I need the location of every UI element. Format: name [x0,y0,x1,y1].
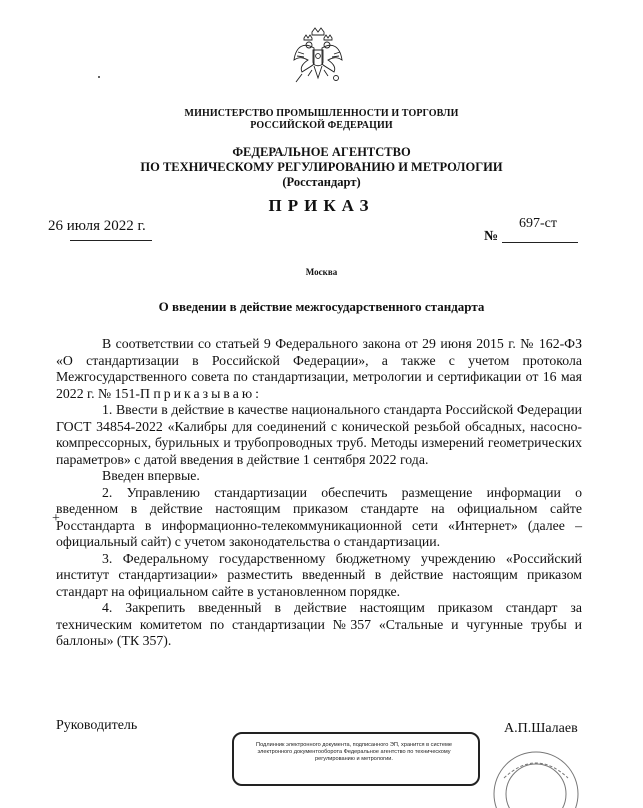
order-body [56,336,582,650]
order-subject: О введении в действие межгосударственного стандарта [158,299,485,314]
signer-title: Руководитель [56,718,138,733]
paragraph-item4: 4. Закрепить введенный в действие настоящим приказом стандарт за техническим комитетом по стандартизации №357 «Стальные и чугунные трубы и баллоны» (ТК 357). [56,600,582,648]
coat-of-arms-icon [290,26,346,88]
paragraph-item1: 1. Ввести в действие в качестве национального стандарта Российской Федерации ГОСТ 34854-2022 «Калибры для соединений с конической резьбой обсадных, насосно-компрессорных, бурильных и трубопроводных труб. Методы измерений геометрических параметров» с датой введения в действие 1 сентября 2022 года. [56,402,582,467]
date-underline [70,240,152,241]
paragraph-intro [56,336,582,402]
scan-speck [98,76,100,78]
signer-name: А.П.Шалаев [504,721,578,736]
order-number: 697-ст [519,216,557,231]
number-sign: № [484,229,499,244]
paragraph-item1-note: Введен впервые. [102,468,200,483]
paragraph-item2: 2. Управлению стандартизации обеспечить размещение информации о введенном в действие настоящим приказом стандарте на официальном сайте Росстандарта в информационно-телекоммуникационной сети «Интернет» (далее – официальный сайт) с учетом законодательства о стандартизации. [56,484,582,549]
electronic-signature-note: Подлинник электронного документа, подписанного ЭП, хранится в системе электронного документооборота Федеральное агентство по техническому регулированию и метрологии. [256,742,452,763]
document-title: ПРИКАЗ [268,196,375,215]
agency-name [0,145,643,190]
ministry-name [0,108,643,132]
agency-name-line2: ПО ТЕХНИЧЕСКОМУ РЕГУЛИРОВАНИЮ И МЕТРОЛОГИИ [140,160,503,174]
city: Москва [305,267,338,277]
agency-name-line3: (Росстандарт) [282,175,361,189]
margin-mark: + [52,511,60,526]
agency-name-line1: ФЕДЕРАЛЬНОЕ АГЕНТСТВО [232,145,411,159]
number-underline [502,242,578,243]
paragraph-item3: 3. Федеральному государственному бюджетному учреждению «Российский институт стандартизации» разместить введенный в действие настоящим приказом стандарт на официальном сайте в установленном порядке. [56,550,582,599]
round-seal-icon [484,748,584,808]
ministry-name-line1: МИНИСТЕРСТВО ПРОМЫШЛЕННОСТИ И ТОРГОВЛИ [184,108,459,119]
intro-command: приказываю: [153,385,262,401]
intro-text: В соответствии со статьей 9 Федерального закона от 29 июня 2015 г. № 162-ФЗ «О стандартизации в Российской Федерации», а также с учетом протокола Межгосударственного совета по стандартизации, метрологии и сертификации от 16 мая 2022 г. № 151-П [56,336,582,401]
order-date: 26 июля 2022 г. [48,218,146,234]
ministry-name-line2: РОССИЙСКОЙ ФЕДЕРАЦИИ [250,120,393,131]
